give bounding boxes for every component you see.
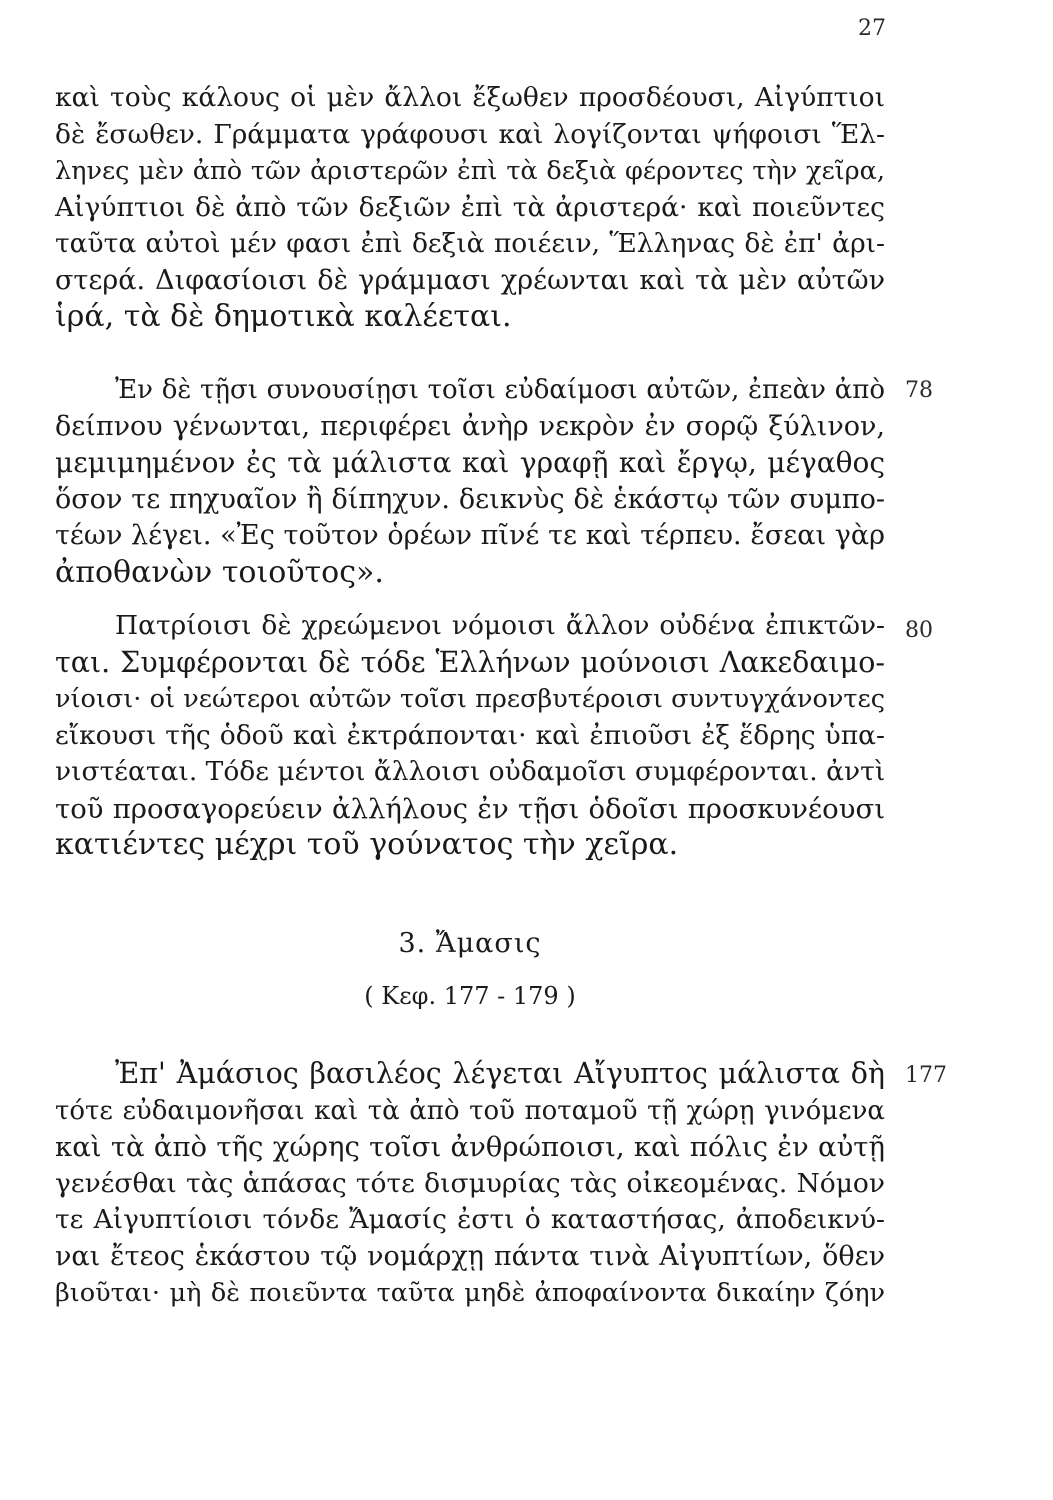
text-line: ἀποθανὼν τοιοῦτος».: [55, 554, 384, 590]
text-line: γενέσθαι τὰς ἁπάσας τότε δισμυρίας τὰς οἰκεομένας. Νόμον: [55, 1167, 885, 1199]
text-line: εἴκουσι τῆς ὁδοῦ καὶ ἐκτράπονται· καὶ ἐπιοῦσι ἐξ ἕδρης ὑπα-: [55, 719, 885, 751]
text-line: καὶ τοὺς κάλους οἱ μὲν ἄλλοι ἔξωθεν προσδέουσι, Αἰγύπτιοι: [55, 82, 885, 113]
page-number: 27: [858, 16, 886, 41]
text-line: ταῦτα αὐτοὶ μέν φασι ἐπὶ δεξιὰ ποιέειν, Ἕλληνας δὲ ἐπ' ἀρι-: [55, 228, 885, 259]
text-line: δείπνου γένωνται, περιφέρει ἀνὴρ νεκρὸν ἐν σορῷ ξύλινον,: [55, 410, 885, 442]
text-line: νίοισι· οἱ νεώτεροι αὐτῶν τοῖσι πρεσβυτέροισι συντυγχάνοντες: [55, 684, 885, 714]
text-line: τέων λέγει. «Ἐς τοῦτον ὁρέων πῖνέ τε καὶ τέρπευ. ἔσεαι γὰρ: [55, 520, 885, 551]
section-subheading: ( Κεφ. 177 - 179 ): [364, 982, 576, 1010]
text-line: ται. Συμφέρονται δὲ τόδε Ἑλλήνων μούνοισι Λακεδαιμο-: [55, 645, 885, 679]
text-line: ἱρά, τὰ δὲ δημοτικὰ καλέεται.: [55, 299, 512, 334]
paragraph-amasis: [55, 1056, 885, 1312]
text-line: νιστέαται. Τόδε μέντοι ἄλλοισι οὐδαμοῖσι συμφέρονται. ἀντὶ: [55, 756, 886, 787]
text-line: Ἐπ' Ἀμάσιος βασιλέος λέγεται Αἴγυπτος μάλιστα δὴ: [115, 1057, 885, 1090]
paragraph-customs: [55, 608, 885, 864]
text-line: ναι ἔτεος ἑκάστου τῷ νομάρχῃ πάντα τινὰ Αἰγυπτίων, ὅθεν: [55, 1240, 885, 1272]
text-line: τότε εὐδαιμονῆσαι καὶ τὰ ἀπὸ τοῦ ποταμοῦ τῇ χώρῃ γινόμενα: [55, 1095, 885, 1126]
chapter-margin-number: 80: [905, 618, 933, 643]
text-line: ὅσον τε πηχυαῖον ἢ δίπηχυν. δεικνὺς δὲ ἑκάστῳ τῶν συμπο-: [55, 483, 885, 515]
paragraph-writing: [55, 80, 885, 336]
text-line: Ἐν δὲ τῇσι συνουσίῃσι τοῖσι εὐδαίμοσι αὐτῶν, ἐπεὰν ἀπὸ: [115, 375, 885, 405]
section-heading: 3. Ἄμασις: [398, 928, 542, 959]
text-line: μεμιμημένον ἐς τὰ μάλιστα καὶ γραφῇ καὶ ἔργῳ, μέγαθος: [55, 446, 885, 479]
text-line: στερά. Διφασίοισι δὲ γράμμασι χρέωνται καὶ τὰ μὲν αὐτῶν: [55, 264, 885, 296]
chapter-margin-number: 177: [905, 1063, 947, 1088]
paragraph-banquet-corpse: [55, 372, 885, 591]
text-line: κατιέντες μέχρι τοῦ γούνατος τὴν χεῖρα.: [55, 827, 679, 862]
text-line: καὶ τὰ ἀπὸ τῆς χώρης τοῖσι ἀνθρώποισι, καὶ πόλις ἐν αὐτῇ: [55, 1131, 885, 1163]
text-line: τοῦ προσαγορεύειν ἀλλήλους ἐν τῇσι ὁδοῖσι προσκυνέουσι: [55, 792, 885, 825]
text-line: δὲ ἔσωθεν. Γράμματα γράφουσι καὶ λογίζονται ψήφοισι Ἕλ-: [55, 118, 885, 150]
text-line: Πατρίοισι δὲ χρεώμενοι νόμοισι ἄλλον οὐδένα ἐπικτῶν-: [115, 610, 885, 641]
text-line: Αἰγύπτιοι δὲ ἀπὸ τῶν δεξιῶν ἐπὶ τὰ ἀριστερά· καὶ ποιεῦντες: [55, 191, 885, 223]
text-line: βιοῦται· μὴ δὲ ποιεῦντα ταῦτα μηδὲ ἀποφαίνοντα δικαίην ζόην: [55, 1278, 885, 1308]
text-line: τε Αἰγυπτίοισι τόνδε Ἄμασίς ἐστι ὁ καταστήσας, ἀποδεικνύ-: [55, 1204, 885, 1235]
chapter-margin-number: 78: [905, 378, 933, 403]
text-line: ληνες μὲν ἀπὸ τῶν ἀριστερῶν ἐπὶ τὰ δεξιὰ φέροντες τὴν χεῖρα,: [55, 156, 885, 186]
